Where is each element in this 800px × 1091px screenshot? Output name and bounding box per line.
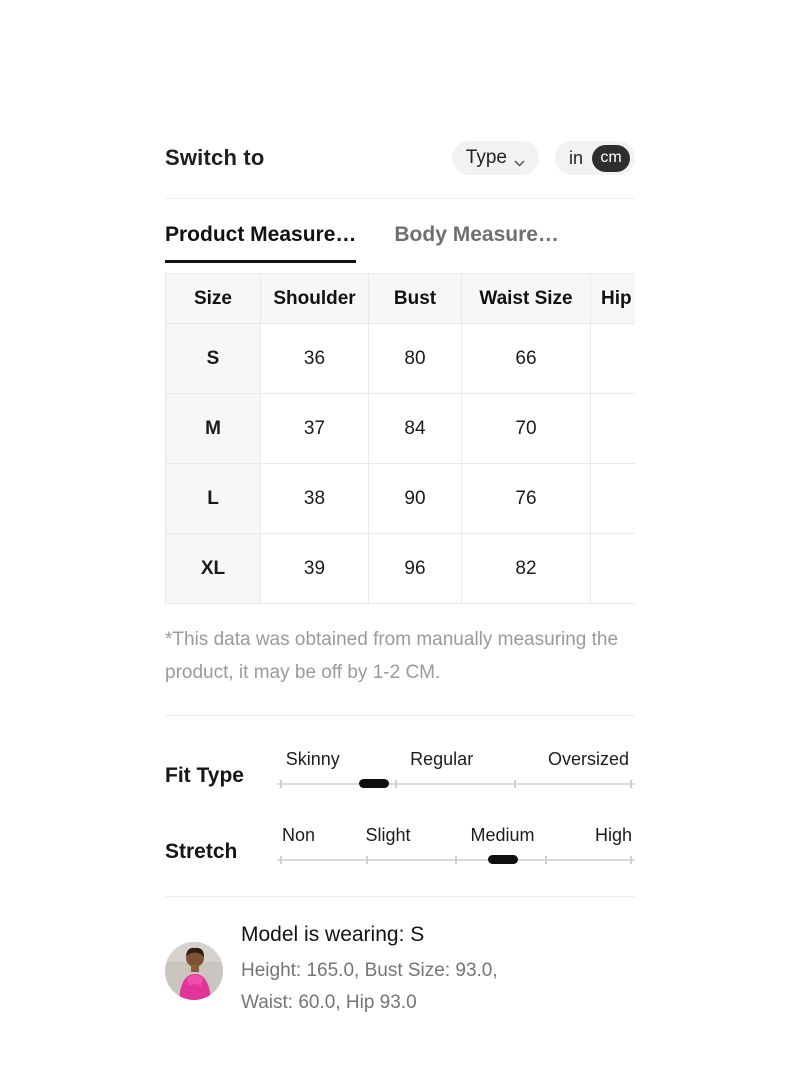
stretch-slider [277, 820, 635, 866]
column-header-waist: Waist Size [462, 274, 591, 324]
stretch-option-high: High [595, 825, 633, 846]
measurement-footnote: *This data was obtained from manually measuring the product, it may be off by 1-2 CM. [165, 629, 619, 683]
model-measurements-line-2: Waist: 60.0, Hip 93.0 [241, 991, 417, 1013]
model-wearing-text: Model is wearing: S [241, 923, 425, 947]
model-measurements-line-1: Height: 165.0, Bust Size: 93.0, [241, 960, 498, 982]
cell-bust: 80 [369, 324, 462, 394]
cell-hip [591, 324, 636, 394]
cell-size: M [166, 394, 261, 464]
model-avatar-image [165, 942, 223, 1000]
tab-body-measurements[interactable]: Body Measure… [394, 223, 559, 246]
stretch-option-non: Non [281, 825, 315, 846]
size-table [165, 273, 635, 604]
type-dropdown[interactable] [452, 141, 539, 175]
column-header-bust: Bust [369, 274, 462, 324]
cell-waist: 66 [462, 324, 591, 394]
section-divider [165, 896, 635, 897]
cell-waist: 76 [462, 464, 591, 534]
fit-type-marker [359, 779, 389, 788]
stretch-track [277, 854, 635, 866]
measurement-tabs [165, 223, 635, 263]
unit-option-in[interactable]: in [568, 147, 583, 168]
tab-product-measurements[interactable]: Product Measure… [165, 223, 356, 263]
fit-type-slider [277, 744, 635, 790]
section-divider [165, 715, 635, 716]
cell-size: XL [166, 534, 261, 604]
cell-bust: 96 [369, 534, 462, 604]
model-avatar [165, 942, 223, 1000]
cell-waist: 70 [462, 394, 591, 464]
cell-size: S [166, 324, 261, 394]
fit-option-regular: Regular [410, 749, 474, 770]
chevron-down-icon [514, 153, 525, 164]
unit-toggle[interactable] [555, 141, 635, 175]
cell-hip [591, 464, 636, 534]
stretch-row [165, 820, 635, 866]
table-row [166, 534, 636, 604]
column-header-shoulder: Shoulder [261, 274, 369, 324]
type-dropdown-label: Type [465, 147, 507, 168]
stretch-label: Stretch [165, 840, 238, 864]
size-guide-header [165, 138, 635, 178]
stretch-option-medium: Medium [470, 825, 535, 846]
cell-waist: 82 [462, 534, 591, 604]
cell-shoulder: 39 [261, 534, 369, 604]
fit-option-oversized: Oversized [547, 749, 629, 770]
size-guide-panel [165, 0, 635, 1018]
model-info-section [165, 923, 635, 1018]
column-header-size: Size [166, 274, 261, 324]
table-row [166, 394, 636, 464]
fit-type-track [277, 778, 635, 790]
unit-option-cm[interactable]: cm [592, 145, 630, 172]
fit-option-skinny: Skinny [285, 749, 340, 770]
switch-to-label: Switch to [165, 145, 265, 170]
cell-shoulder: 36 [261, 324, 369, 394]
column-header-hip: Hip [591, 274, 636, 324]
size-table-container [165, 273, 635, 604]
fit-type-label: Fit Type [165, 764, 244, 788]
cell-bust: 84 [369, 394, 462, 464]
stretch-option-slight: Slight [365, 825, 411, 846]
cell-size: L [166, 464, 261, 534]
fit-type-row [165, 744, 635, 790]
table-row [166, 464, 636, 534]
stretch-marker [488, 855, 518, 864]
cell-hip [591, 534, 636, 604]
cell-bust: 90 [369, 464, 462, 534]
table-row [166, 324, 636, 394]
header-divider [165, 198, 635, 199]
cell-shoulder: 37 [261, 394, 369, 464]
cell-shoulder: 38 [261, 464, 369, 534]
table-header-row [166, 274, 636, 324]
cell-hip [591, 394, 636, 464]
